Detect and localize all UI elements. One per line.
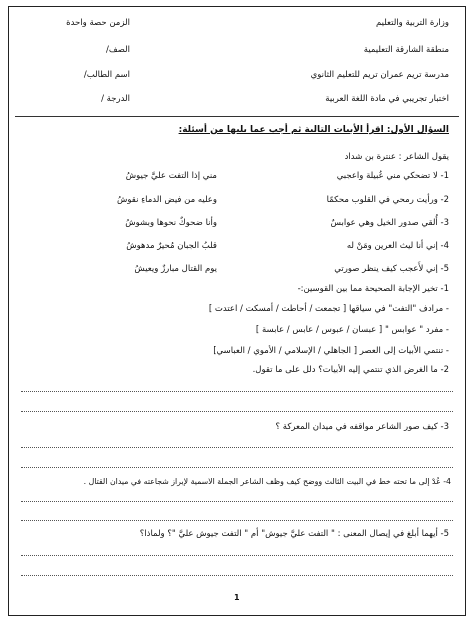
- verse-5-second: يوم القتال مبارزٌ ويعيشُ: [134, 264, 217, 274]
- verse-2-second: وعليه من فيض الدماءِ نقوشُ: [117, 195, 217, 205]
- answer-line: [21, 520, 453, 521]
- choice-3: - تنتمي الأبيات إلى العصر [ الجاهلي / الإسلامي / الأموي / العباسي]: [213, 346, 449, 356]
- exam-title: اختبار تجريبي في مادة اللغة العربية: [325, 94, 449, 104]
- answer-line: [21, 411, 453, 412]
- header-divider: [15, 116, 459, 117]
- exam-duration: الزمن حصة واحدة: [66, 18, 130, 28]
- answer-line: [21, 447, 453, 448]
- question-5: 5- أيهما أبلغ في إيصال المعنى : " التفت عليَّ جيوش" أم " التفت جيوش عليَّ "؟ ولماذا؟: [139, 529, 449, 539]
- subquestion-1-title: 1- تخير الإجابة الصحيحة مما بين القوسين:-: [297, 284, 449, 294]
- student-name-label: اسم الطالب/: [83, 70, 130, 80]
- region-name: منطقة الشارقة التعليمية: [363, 45, 449, 55]
- question1-title: السؤال الأول: اقرأ الأبيات التالية ثم أجب عما يليها من أسئلة:: [178, 125, 449, 135]
- verse-1-first: 1- لا تضحكي مني عُبيلة واعجبي: [336, 171, 449, 181]
- ministry-name: وزارة التربية والتعليم: [376, 18, 449, 28]
- grade-label: الدرجة /: [101, 94, 130, 104]
- class-field-label: الصف/: [106, 45, 130, 55]
- verse-4-second: قلبُ الجبان مُحيرٌ مدهوشُ: [126, 241, 217, 251]
- school-name: مدرسة تريم عمران تريم للتعليم الثانوي: [310, 70, 449, 80]
- answer-line: [21, 467, 453, 468]
- verse-3-first: 3- أُلقي صدور الخيل وهي عوابسٌ: [330, 218, 449, 228]
- verse-2-first: 2- ورأيت رمحي في القلوب محكمًا: [326, 195, 449, 205]
- exam-page: [8, 6, 466, 616]
- verse-5-first: 5- إني لأَعجب كيف ينظر صورتي: [334, 264, 449, 274]
- page-number: 1: [234, 593, 240, 602]
- answer-line: [21, 391, 453, 392]
- question-3: 3- كيف صور الشاعر مواقفه في ميدان المعركة ؟: [275, 422, 449, 432]
- verse-4-first: 4- إني أنا ليث العرين ومَنْ له: [346, 241, 449, 251]
- choice-2: - مفرد " عوابس " [ عبسان / عبوس / عابس / عابسة ]: [255, 325, 449, 335]
- answer-line: [21, 575, 453, 576]
- answer-line: [21, 501, 453, 502]
- question-4: 4- عُدْ إلى ما تحته خط في البيت الثالث ووضح كيف وظف الشاعر الجملة الاسمية لإبراز شجاعته في ميدان القتال .: [83, 477, 451, 486]
- choice-1: - مرادف "التفت" في سياقها [ تجمعت / أحاطت / أمسكت / اعتدت ]: [208, 304, 449, 314]
- question-2: 2- ما الغرض الذي تنتمي إليه الأبيات؟ دلل على ما تقول.: [252, 365, 449, 375]
- verse-3-second: وأنا ضحوكٌ نحوها وبشوشُ: [125, 218, 217, 228]
- poet-intro: يقول الشاعر : عنترة بن شداد: [344, 152, 449, 162]
- verse-1-second: مني إذا التفت عليَّ جيوشُ: [125, 171, 217, 181]
- answer-line: [21, 555, 453, 556]
